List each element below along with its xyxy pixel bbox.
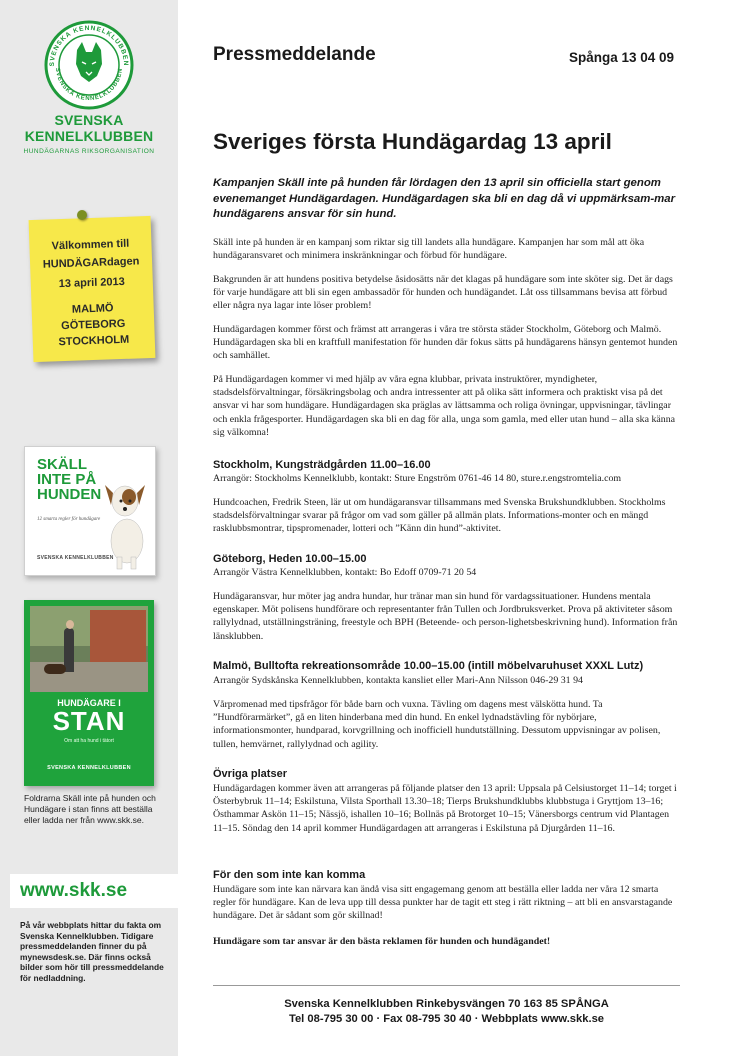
dog-image-icon [99,471,153,571]
book2-subtitle: Om att ha hund i tätort [64,738,114,744]
brochure-caption: Foldrarna Skäll inte på hunden och Hundägare i stan finns att beställa eller ladda ner från www.skk.se. [24,793,156,825]
section-text-malmo: Vårpromenad med tipsfrågor för både barn och vuxna. Tävling om dagens mest välskötta hund. Ta ”Hundförarmärket”, gå en liten hinderbana med din hund. En enkel lydnadstävling för nybörjare, informationsmonter, hundparad, korvgrillning och inofficiell hundutställning. Dessutom uppvisningar av polisen, tullen, hemvärnet, rallylydnad och agility. [213,699,661,750]
brochure-hundagare-i-stan [24,600,154,786]
section-organizer-malmo: Arrangör Sydskånska Kennelklubben, kontakta kansliet eller Mari-Ann Nilsson 046-29 31 94 [213,675,583,686]
book1-publisher: SVENSKA KENNELKLUBBEN [37,555,114,561]
note-city2: GÖTEBORG [60,317,126,333]
body-paragraph-3: Hundägardagen kommer först och främst att arrangeras i våra tre största städer Stockholm, Göteborg och Malmö. Hundägardagen ska bli en kraftfull manifestation för hunden där fokus sätts på hundägarens hänsyn gentemot hunden och samhället. [213,324,678,362]
pushpin-icon [77,210,87,220]
section-organizer-stockholm: Arrangör: Stockholms Kennelklubb, kontakt: Sture Engström 0761-46 14 80, sture.r.engstromtelia.com [213,473,622,484]
body-paragraph-4: På Hundägardagen kommer vi med hjälp av våra egna klubbar, privata instruktörer, myndigheter, stadsdelsförvaltningar, försäkringsbolag och andra intressenter att på olika sätt informera och praktiskt visa på det ansvar vi har som hundägare. Hundägardagen ska präglas av lättsamma och roliga övningar, uppvisningar, tävlingar och enkla frågesporter. Hundägardagen ska bli en dag för alla, unga som gamla, med eller utan hund – alla ska känna sig välkomna! [213,374,676,438]
document-date: Spånga 13 04 09 [568,50,674,65]
lead-paragraph: Kampanjen Skäll inte på hunden får lördagen den 13 april sin officiella start genom evenemanget Hundägardagen. Hundägardagen ska bli en dag då vi uppmärksam-mar hundägarens ansvar för sin hund. [213,177,676,220]
logo-ring-text-top: SVENSKA KENNELKLUBBEN [48,24,130,67]
body-paragraph-2: Bakgrunden är att hundens positiva betydelse åsidosätts när det klagas på hundägare som inte sköter sig. Det är dags för varje hundägare att bli sin egen ambassadör för hunden och hundägandet. Låt oss tillsammans bevisa att förbud eller några nya lagar inte löser problem! [213,274,673,312]
note-city1: MALMÖ [71,302,114,316]
closing-statement: Hundägare som tar ansvar är den bästa reklamen för hunden och hundägandet! [213,936,551,947]
note-line2: HUNDÄGARdagen [42,255,140,271]
section-heading-ovriga: Övriga platser [213,768,287,780]
website-link[interactable]: www.skk.se [20,880,128,901]
street-photo-image [30,606,148,692]
page-title: Sveriges första Hundägardag 13 april [213,129,612,154]
note-line3: 13 april 2013 [58,275,126,291]
section-organizer-goteborg: Arrangör Västra Kennelklubben, kontakt: Bo Edoff 0709-71 20 54 [213,567,477,578]
sticky-note [29,216,156,362]
skk-logo [44,20,134,110]
note-line1: Välkommen till [51,237,130,253]
book1-title3: HUNDEN [37,486,102,503]
book2-publisher: SVENSKA KENNELKLUBBEN [47,765,131,771]
note-city3: STOCKHOLM [58,333,130,349]
section-text-distance: Hundägare som inte kan närvara kan ändå visa sitt engagemang genom att beställa eller ladda ner våra 12 smarta regler för hundägare. Kan de leva upp till dessa punkter har de tagit ett steg i rätt riktning – att bli en ansvarstagande hundägare. Det är sådant som gör skillnad! [213,884,673,922]
brochure-skall-inte-pa-hunden [24,446,156,576]
book2-title2: STAN [52,706,126,736]
footer-contact: Tel 08-795 30 00 · Fax 08-795 30 40 · Webbplats www.skk.se [288,1013,605,1025]
section-text-goteborg: Hundägaransvar, hur möter jag andra hundar, hur tränar man sin hund för vardagssituationer. Hundens mentala egenskaper. Möt polisens hundförare och representanter från Tullen och Jordbruksverket. Prova på aktiviteter såsom rallylydnad, utställningsträning, freestyle och BPH (Beteende- och person-lighetsbeskrivning hund). Information från länsklubben. [213,591,678,642]
org-name-line1: SVENSKA [54,112,124,128]
book1-subtitle: 12 smarta regler för hundägare [37,517,101,522]
footer-address: Svenska Kennelklubben Rinkebysvängen 70 163 85 SPÅNGA [284,998,609,1010]
book2-title1: HUNDÄGARE I [57,698,121,708]
section-heading-malmo: Malmö, Bulltofta rekreationsområde 10.00–15.00 (intill möbelvaruhuset XXXL Lutz) [213,660,644,672]
section-text-stockholm: Hundcoachen, Fredrik Steen, lär ut om hundägaransvar tillsammans med Svenska Brukshundklubben. Stockholms stadsdelsförvaltningar svarar på frågor om vad som gäller på allmän plats. Informations-monter och en mängd rasklubbsmontrar, tipspromenader, lotteri och ”Känn din hund”-aktivitet. [213,497,666,535]
website-description: På vår webbplats hittar du fakta om Svenska Kennelklubben. Tidigare pressmeddelanden finner du på mynewsdesk.se. Där finns också bilder som hör till pressmeddelande för nedladdning. [20,920,164,983]
section-heading-distance: För den som inte kan komma [213,869,366,881]
org-subtitle: HUNDÄGARNAS RIKSORGANISATION [23,148,155,155]
org-name-line2: KENNELKLUBBEN [24,128,154,144]
section-heading-goteborg: Göteborg, Heden 10.00–15.00 [213,553,367,565]
section-text-ovriga: Hundägardagen kommer även att arrangeras på följande platser den 13 april: Uppsala på Celsiustorget 11–14; torget i Österbybruk 11–14; Eskilstuna, Vilsta Sporthall 13.30–18; Tierps Brukshundklubbs klubbstuga i Gryttjom 13–16; Östhammar Askön 11–15; Nässjö, ishallen 10–16; Bollnäs på Brotorget 10–15; Vänersborgs centrum vid Plantagen 11–15. Söndag den 14 april kommer Hundägardagen att arrangeras i Eskilstuna på Djurgården 11–16. [213,783,677,834]
body-paragraph-1: Skäll inte på hunden är en kampanj som riktar sig till landets alla hundägare. Kampanjen har som mål att öka hundägaransvaret och minimera inskränkningar och förbud för hundägare. [213,237,645,262]
logo-ring-text-bottom: SVENSKA KENNELKLUBBEN [53,67,125,103]
document-type: Pressmeddelande [213,44,376,65]
section-heading-stockholm: Stockholm, Kungsträdgården 11.00–16.00 [213,459,431,471]
book1-title1: SKÄLL [37,456,87,473]
footer-divider [213,985,680,986]
book1-title2: INTE PÅ [37,471,97,488]
